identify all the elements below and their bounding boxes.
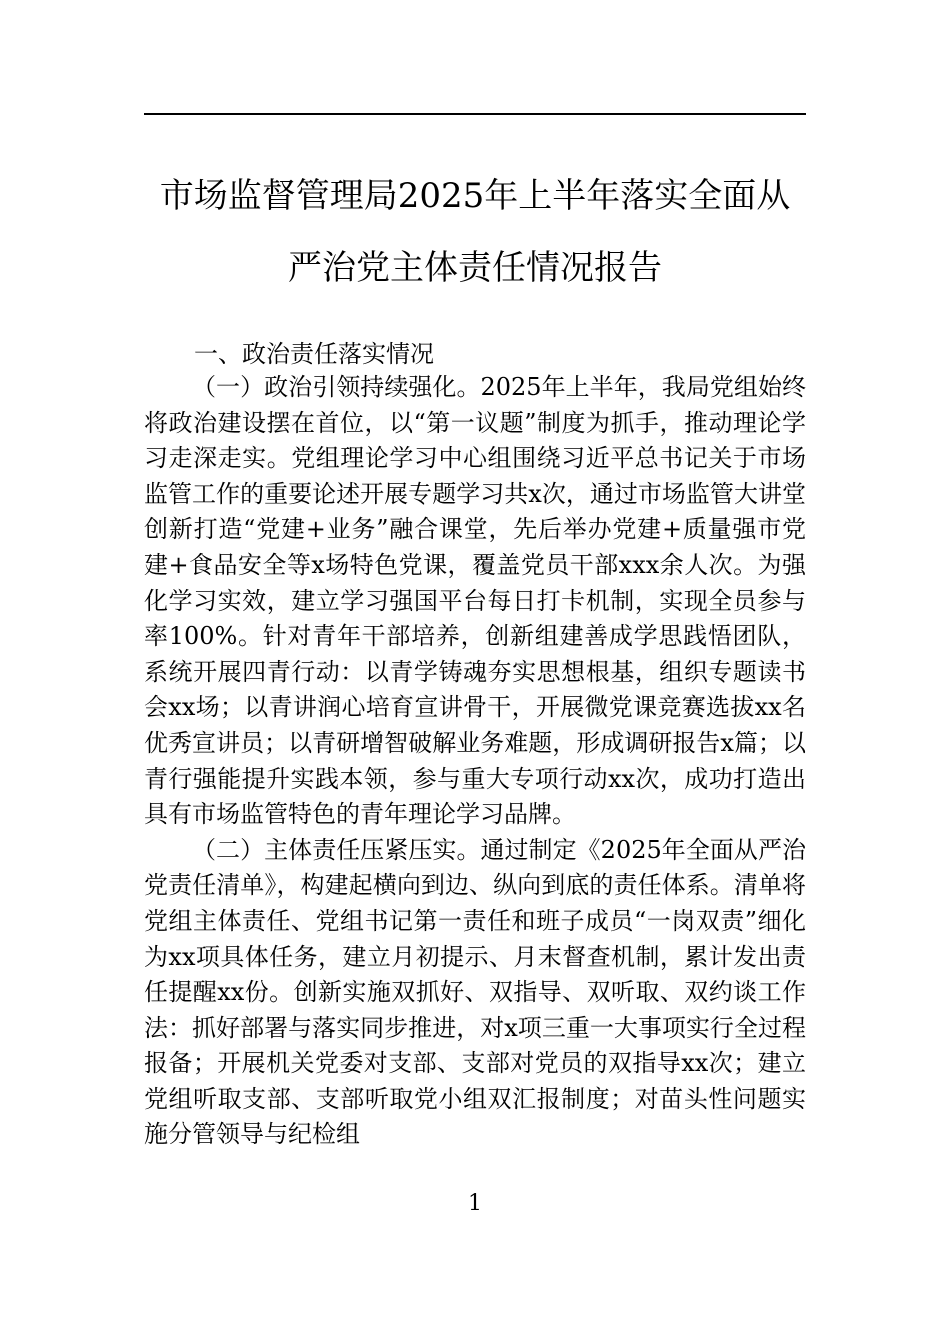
document-title: 市场监督管理局2025年上半年落实全面从严治党主体责任情况报告 <box>159 176 791 288</box>
section-heading: 一、政治责任落实情况 <box>194 340 434 368</box>
paragraph-main-responsibility: （二）主体责任压紧压实。通过制定《2025年全面从严治党责任清单》，构建起横向到边、纵向到底的责任体系。清单将党组主体责任、党组书记第一责任和班子成员“一岗双责”细化为xx项具体任务，建立月初提示、月末督查机制，累计发出责任提醒xx份。创新实施双抓好、双指导、双听取、双约谈工作法：抓好部署与落实同步推进，对x项三重一大事项实行全过程报备；开展机关党委对支部、支部对党员的双指导xx次；建立党组听取支部、支部听取党小组双汇报制度；对苗头性问题实施分管领导与纪检组 <box>144 835 806 1149</box>
paragraph-political-leadership: （一）政治引领持续强化。2025年上半年，我局党组始终将政治建设摆在首位，以“第一议题”制度为抓手，推动理论学习走深走实。党组理论学习中心组围绕习近平总书记关于市场监管工作的重要论述开展专题学习共x次，通过市场监管大讲堂创新打造“党建+业务”融合课堂，先后举办党建+质量强市党建+食品安全等x场特色党课，覆盖党员干部xxx余人次。为强化学习实效，建立学习强国平台每日打卡机制，实现全员参与率100%。针对青年干部培养，创新组建善成学思践悟团队，系统开展四青行动：以青学铸魂夯实思想根基，组织专题读书会xx场；以青讲润心培育宣讲骨干，开展微党课竞赛选拔xx名优秀宣讲员；以青研增智破解业务难题，形成调研报告x篇；以青行强能提升实践本领，参与重大专项行动xx次，成功打造出具有市场监管特色的青年理论学习品牌。 <box>144 373 806 829</box>
document-body <box>144 370 806 1153</box>
page-number: 1 <box>468 1191 482 1216</box>
header-rule <box>144 113 806 115</box>
